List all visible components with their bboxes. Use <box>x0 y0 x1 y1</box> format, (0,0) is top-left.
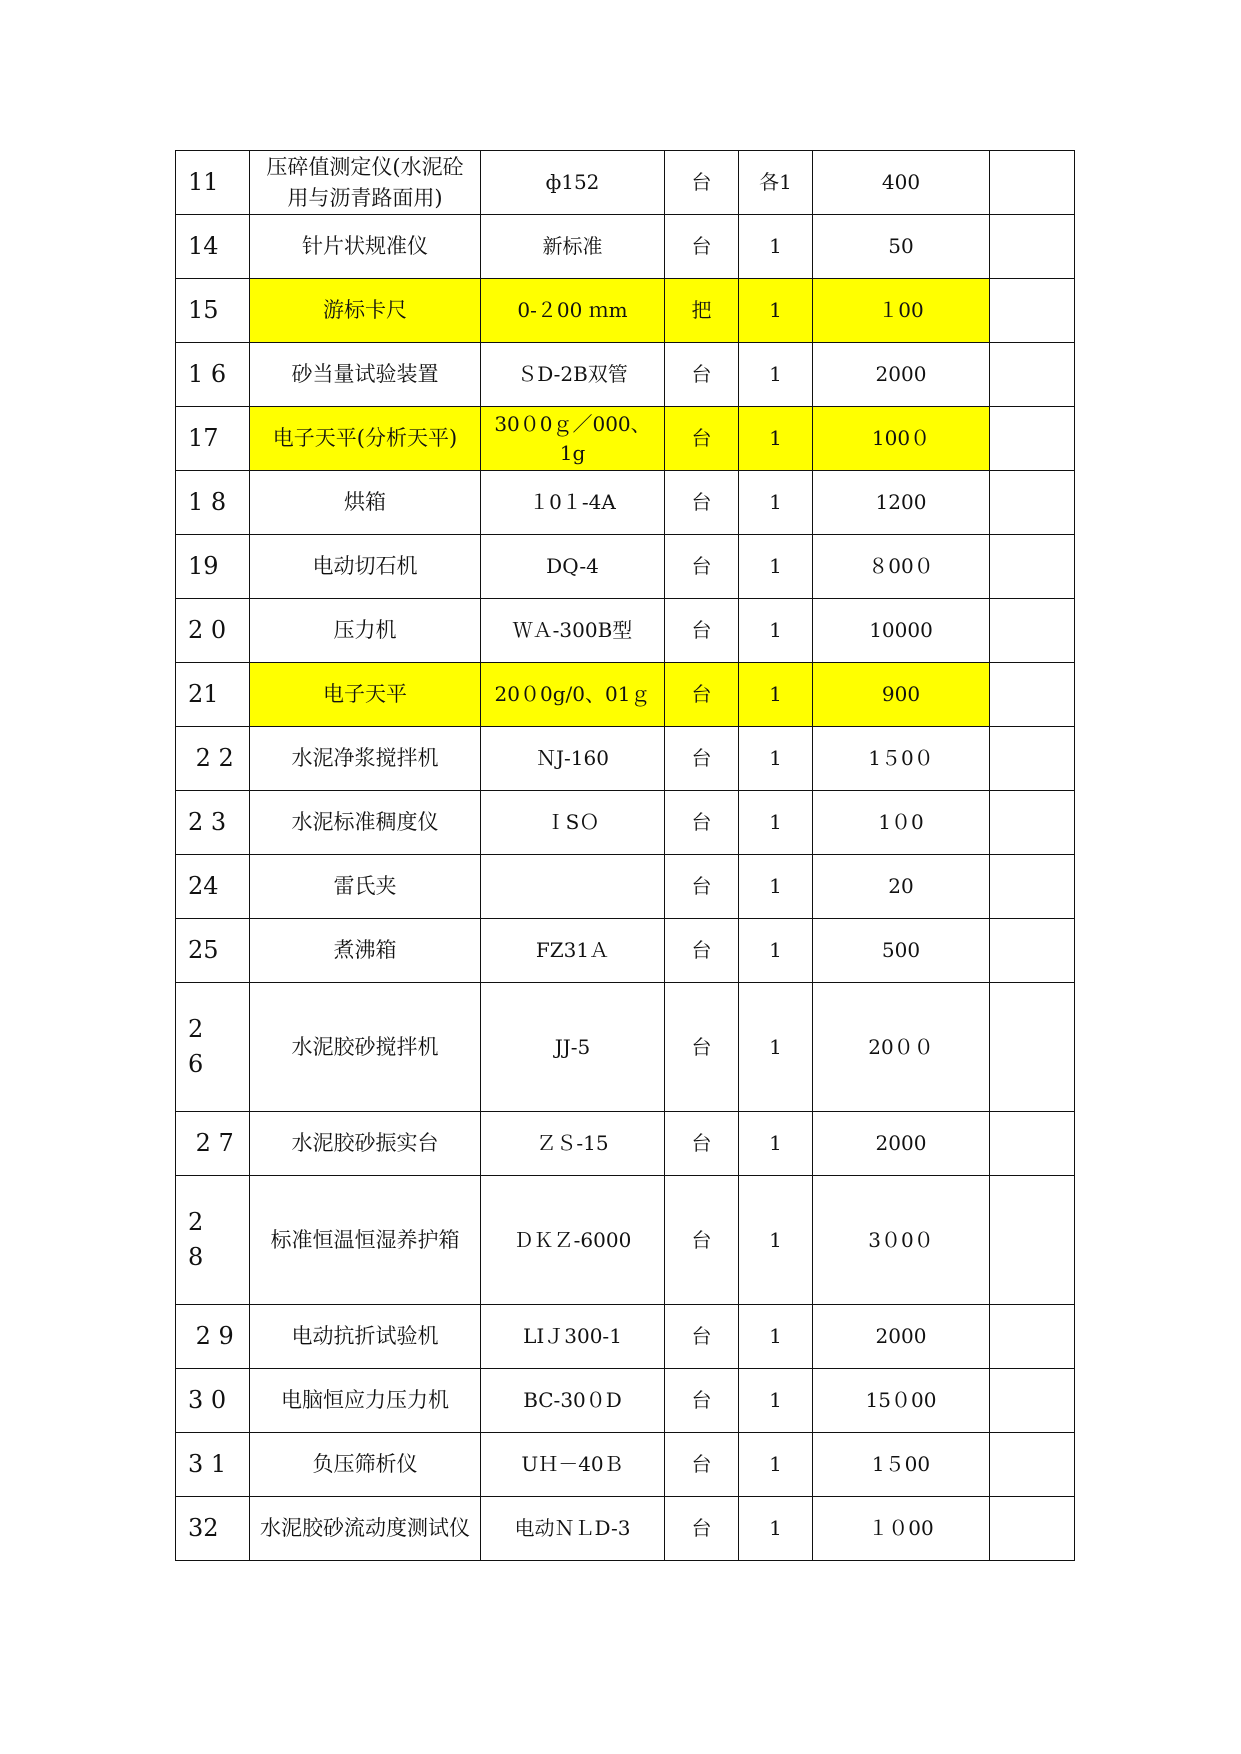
item-quantity: 1 <box>739 663 813 727</box>
table-row <box>176 727 1075 791</box>
item-price: 20 <box>813 855 990 919</box>
table-row <box>176 791 1075 855</box>
item-spec: ＩSＯ <box>481 791 665 855</box>
item-unit: 台 <box>665 663 739 727</box>
item-unit: 台 <box>665 471 739 535</box>
item-note <box>990 471 1075 535</box>
item-number: 2 3 <box>176 791 250 855</box>
item-number: 15 <box>176 279 250 343</box>
item-note <box>990 983 1075 1112</box>
item-spec: ф152 <box>481 151 665 215</box>
item-quantity: 1 <box>739 1497 813 1561</box>
item-note <box>990 215 1075 279</box>
item-quantity: 1 <box>739 791 813 855</box>
table-row <box>176 919 1075 983</box>
item-name: 烘箱 <box>250 471 481 535</box>
item-unit: 台 <box>665 1433 739 1497</box>
item-note <box>990 279 1075 343</box>
item-price: 2000 <box>813 343 990 407</box>
item-name: 水泥净浆搅拌机 <box>250 727 481 791</box>
item-unit: 台 <box>665 983 739 1112</box>
item-unit: 台 <box>665 599 739 663</box>
item-name: 水泥胶砂振实台 <box>250 1112 481 1176</box>
item-note <box>990 1497 1075 1561</box>
item-name: 电动抗折试验机 <box>250 1305 481 1369</box>
item-unit: 台 <box>665 791 739 855</box>
item-spec: LIＪ300-1 <box>481 1305 665 1369</box>
item-price: 100０ <box>813 407 990 471</box>
item-note <box>990 535 1075 599</box>
item-number: 1 8 <box>176 471 250 535</box>
item-name: 雷氏夹 <box>250 855 481 919</box>
item-quantity: 1 <box>739 983 813 1112</box>
table-row <box>176 535 1075 599</box>
item-number: 21 <box>176 663 250 727</box>
item-note <box>990 919 1075 983</box>
item-unit: 台 <box>665 1112 739 1176</box>
item-unit: 台 <box>665 1369 739 1433</box>
item-price: 50 <box>813 215 990 279</box>
equipment-table <box>175 150 1075 1561</box>
item-name: 电子天平 <box>250 663 481 727</box>
item-spec: ＮJ-160 <box>481 727 665 791</box>
item-number: 24 <box>176 855 250 919</box>
item-name: 煮沸箱 <box>250 919 481 983</box>
table-row <box>176 663 1075 727</box>
item-spec: 电动ＮＬD-3 <box>481 1497 665 1561</box>
item-name: 水泥胶砂流动度测试仪 <box>250 1497 481 1561</box>
item-number: 2 9 <box>176 1305 250 1369</box>
table-row <box>176 1433 1075 1497</box>
item-name: 游标卡尺 <box>250 279 481 343</box>
item-spec: UＨ－40Ｂ <box>481 1433 665 1497</box>
item-note <box>990 1433 1075 1497</box>
item-quantity: 1 <box>739 1433 813 1497</box>
item-quantity: 1 <box>739 1176 813 1305</box>
item-spec: ＺＳ-15 <box>481 1112 665 1176</box>
item-price: 900 <box>813 663 990 727</box>
item-price: 2000 <box>813 1305 990 1369</box>
item-number: 14 <box>176 215 250 279</box>
item-name: 电脑恒应力压力机 <box>250 1369 481 1433</box>
item-unit: 台 <box>665 215 739 279</box>
item-quantity: 1 <box>739 471 813 535</box>
item-number: 2 6 <box>176 983 250 1112</box>
table-row <box>176 471 1075 535</box>
item-price: 400 <box>813 151 990 215</box>
item-name: 水泥标准稠度仪 <box>250 791 481 855</box>
item-spec <box>481 855 665 919</box>
item-unit: 台 <box>665 535 739 599</box>
item-price: ８00０ <box>813 535 990 599</box>
item-price: １０00 <box>813 1497 990 1561</box>
item-spec: ＷＡ-300B型 <box>481 599 665 663</box>
item-unit: 台 <box>665 1176 739 1305</box>
table-row <box>176 1369 1075 1433</box>
item-quantity: 1 <box>739 919 813 983</box>
item-spec: 新标准 <box>481 215 665 279</box>
item-note <box>990 855 1075 919</box>
item-number: 17 <box>176 407 250 471</box>
item-note <box>990 599 1075 663</box>
item-quantity: 1 <box>739 343 813 407</box>
item-note <box>990 407 1075 471</box>
item-note <box>990 791 1075 855</box>
item-number: 2 8 <box>176 1176 250 1305</box>
item-price: 3０0０ <box>813 1176 990 1305</box>
item-spec: BC-30０D <box>481 1369 665 1433</box>
item-unit: 台 <box>665 343 739 407</box>
item-spec: １0１-4A <box>481 471 665 535</box>
item-spec: 20０0g/0、01ｇ <box>481 663 665 727</box>
item-note <box>990 1369 1075 1433</box>
item-name: 标准恒温恒湿养护箱 <box>250 1176 481 1305</box>
table-row <box>176 151 1075 215</box>
item-price: 20００ <box>813 983 990 1112</box>
item-spec: DQ-4 <box>481 535 665 599</box>
table-row <box>176 1305 1075 1369</box>
item-number: 19 <box>176 535 250 599</box>
table-row <box>176 1176 1075 1305</box>
item-note <box>990 663 1075 727</box>
table-row <box>176 1497 1075 1561</box>
item-note <box>990 343 1075 407</box>
item-spec: ＳD-2B双管 <box>481 343 665 407</box>
item-unit: 台 <box>665 151 739 215</box>
item-number: 11 <box>176 151 250 215</box>
table-row <box>176 983 1075 1112</box>
item-name: 压碎值测定仪(水泥砼用与沥青路面用) <box>250 151 481 215</box>
item-spec: ＤＫＺ-6000 <box>481 1176 665 1305</box>
item-quantity: 1 <box>739 1305 813 1369</box>
item-price: 15０00 <box>813 1369 990 1433</box>
item-quantity: 1 <box>739 1369 813 1433</box>
item-name: 针片状规准仪 <box>250 215 481 279</box>
item-quantity: 1 <box>739 215 813 279</box>
item-price: 1０0 <box>813 791 990 855</box>
item-number: 32 <box>176 1497 250 1561</box>
item-quantity: 各1 <box>739 151 813 215</box>
item-price: １00 <box>813 279 990 343</box>
item-quantity: 1 <box>739 407 813 471</box>
item-note <box>990 151 1075 215</box>
table-row <box>176 215 1075 279</box>
item-name: 电子天平(分析天平) <box>250 407 481 471</box>
item-price: 1５0０ <box>813 727 990 791</box>
item-name: 电动切石机 <box>250 535 481 599</box>
item-unit: 把 <box>665 279 739 343</box>
item-quantity: 1 <box>739 855 813 919</box>
table-row <box>176 279 1075 343</box>
item-quantity: 1 <box>739 279 813 343</box>
item-quantity: 1 <box>739 535 813 599</box>
table-row <box>176 599 1075 663</box>
item-note <box>990 1305 1075 1369</box>
item-note <box>990 1112 1075 1176</box>
item-unit: 台 <box>665 407 739 471</box>
item-price: 500 <box>813 919 990 983</box>
item-spec: FZ31Ａ <box>481 919 665 983</box>
item-unit: 台 <box>665 919 739 983</box>
item-note <box>990 727 1075 791</box>
item-number: 3 1 <box>176 1433 250 1497</box>
item-unit: 台 <box>665 1497 739 1561</box>
item-unit: 台 <box>665 855 739 919</box>
item-name: 砂当量试验装置 <box>250 343 481 407</box>
item-unit: 台 <box>665 727 739 791</box>
item-quantity: 1 <box>739 1112 813 1176</box>
item-name: 水泥胶砂搅拌机 <box>250 983 481 1112</box>
table-row <box>176 343 1075 407</box>
item-price: 1200 <box>813 471 990 535</box>
item-name: 压力机 <box>250 599 481 663</box>
item-spec: 0-２00 ｍm <box>481 279 665 343</box>
item-price: 10000 <box>813 599 990 663</box>
item-number: 1 6 <box>176 343 250 407</box>
item-price: 1５00 <box>813 1433 990 1497</box>
item-quantity: 1 <box>739 727 813 791</box>
item-number: 25 <box>176 919 250 983</box>
item-number: 3 0 <box>176 1369 250 1433</box>
item-number: 2 7 <box>176 1112 250 1176</box>
table-row <box>176 1112 1075 1176</box>
item-price: 2000 <box>813 1112 990 1176</box>
table-row <box>176 407 1075 471</box>
table-row <box>176 855 1075 919</box>
item-quantity: 1 <box>739 599 813 663</box>
item-spec: 30０0ｇ／000、1g <box>481 407 665 471</box>
item-unit: 台 <box>665 1305 739 1369</box>
item-spec: JJ-5 <box>481 983 665 1112</box>
item-name: 负压筛析仪 <box>250 1433 481 1497</box>
item-number: 2 2 <box>176 727 250 791</box>
item-number: 2 0 <box>176 599 250 663</box>
item-note <box>990 1176 1075 1305</box>
